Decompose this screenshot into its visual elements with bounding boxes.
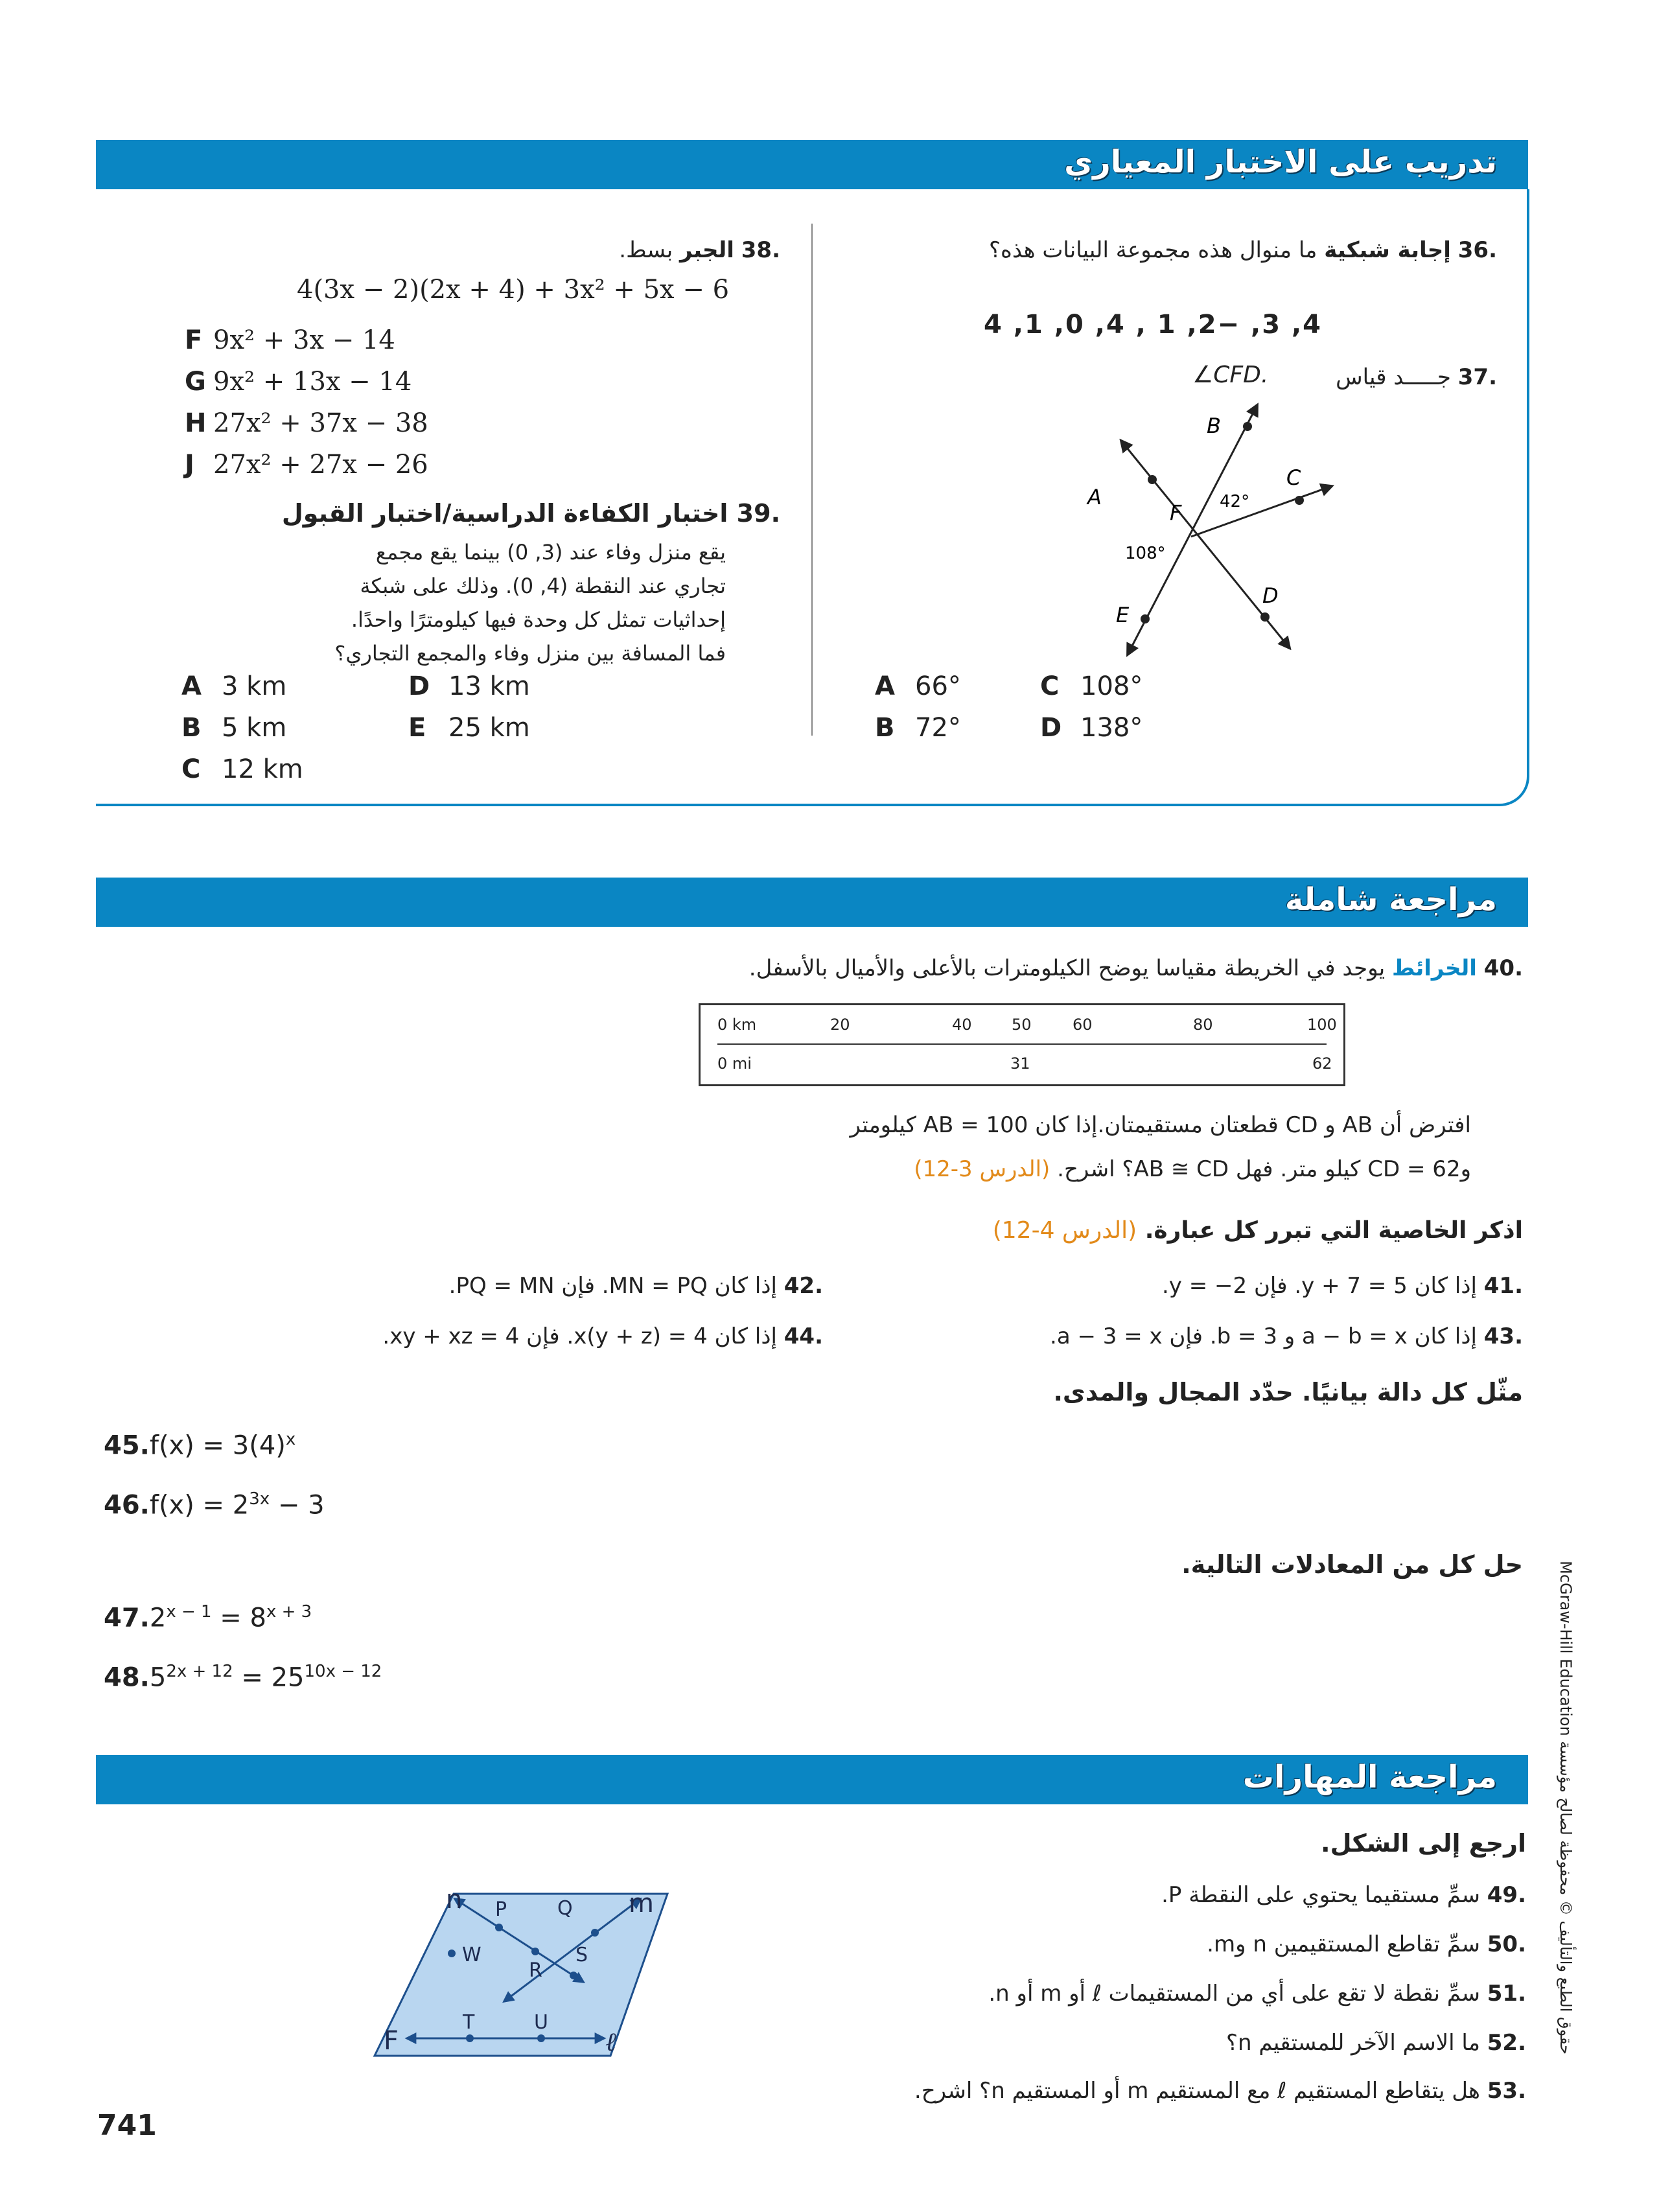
question-36: [927, 233, 1497, 267]
q39-body: [334, 535, 726, 670]
q48-exponent-1: 2x + 12: [166, 1662, 233, 1681]
q38-option-f[interactable]: F 9x² + 3x − 14: [185, 325, 395, 355]
label-S: S: [575, 1944, 588, 1966]
question-46: [104, 1489, 325, 1520]
point-c: [1295, 496, 1304, 505]
q39-label: اختبار الكفاءة الدراسية/اختبار القبول: [281, 499, 728, 528]
q39-line-4: فما المسافة بين منزل وفاء والمجمع التجاري؟: [334, 641, 726, 666]
point-d: [1260, 612, 1270, 622]
label-E: E: [1116, 603, 1130, 627]
label-U: U: [534, 2011, 548, 2034]
q47-mid: = 8: [211, 1603, 266, 1633]
mixed-review-title: مراجعة شاملة: [1284, 881, 1497, 918]
q37-number: .37: [1457, 364, 1497, 390]
scale-km-50: 50: [1012, 1016, 1032, 1034]
label-T: T: [463, 2011, 475, 2034]
page-number: 741: [97, 2109, 157, 2142]
question-50: [1207, 1927, 1526, 1961]
question-53: [914, 2074, 1526, 2108]
q52-number: .52: [1487, 2030, 1526, 2056]
q40-number: .40: [1483, 955, 1523, 981]
q40-line-1: افترض أن AB و CD قطعتان مستقيمتان.إذا كان AB = 100 كيلومتر: [850, 1112, 1471, 1138]
q39-option-b[interactable]: B 5 km: [181, 713, 287, 743]
skills-review-header: [96, 1755, 1528, 1804]
label-C: C: [1286, 465, 1301, 490]
scale-mi-62: 62: [1312, 1054, 1332, 1073]
q46-number: 46.: [104, 1490, 150, 1520]
map-scale: [699, 1003, 1345, 1086]
q39-option-c[interactable]: C 12 km: [181, 754, 303, 784]
q46-exponent: 3x: [249, 1489, 270, 1509]
q36-number: .36: [1457, 237, 1497, 263]
q38-label: الجبر: [679, 237, 734, 263]
scale-line: [717, 1043, 1327, 1045]
q36-text: ما منوال هذه مجموعة البيانات هذه؟: [988, 237, 1317, 263]
test-prep-title: تدريب على الاختبار المعياري: [1064, 144, 1497, 180]
q42-number: .42: [783, 1273, 823, 1299]
q36-data: 4 ,1 ,0 ,4 , 1 ,2− ,3 ,4: [984, 310, 1322, 340]
q44-number: .44: [783, 1323, 823, 1349]
q43-text: إذا كان a − b = x و b = 3. فإن a − 3 = x.: [1050, 1323, 1477, 1349]
question-52: [1226, 2026, 1526, 2060]
label-n: n: [446, 1885, 463, 1915]
q37-text: جـــــد قياس: [1336, 364, 1451, 390]
label-m: m: [629, 1889, 654, 1918]
q40-text: يوجد في الخريطة مقياسا يوضح الكيلومترات بالأعلى والأميال بالأسفل.: [748, 955, 1386, 981]
q48-base: 5: [149, 1662, 167, 1693]
scale-mi-0: 0 mi: [717, 1054, 752, 1073]
skills-review-title: مراجعة المهارات: [1242, 1759, 1497, 1795]
question-51: [988, 1977, 1526, 2010]
q45-exponent: x: [285, 1430, 296, 1449]
solve-heading: حل كل من المعادلات التالية.: [1181, 1550, 1523, 1579]
q38-option-j[interactable]: J 27x² + 27x − 26: [185, 450, 428, 480]
point-b: [1243, 422, 1252, 431]
q39-line-1: يقع منزل وفاء عند (3, 0) بينما يقع مجمع: [375, 540, 726, 565]
plane-figure: [369, 1880, 680, 2067]
q39-option-e[interactable]: E 25 km: [408, 713, 530, 743]
scale-km-40: 40: [952, 1016, 972, 1034]
point-s: [570, 1972, 577, 1979]
q39-number: .39: [736, 499, 780, 528]
q51-text: سمِّ نقطة لا تقع على أي من المستقيمات ℓ أو m أو n.: [988, 1981, 1480, 2007]
point-u: [537, 2034, 545, 2042]
label-W: W: [462, 1944, 481, 1966]
question-44: [382, 1320, 823, 1353]
q38-expression: 4(3x − 2)(2x + 4) + 3x² + 5x − 6: [297, 275, 730, 305]
label-B: B: [1207, 413, 1221, 438]
q40-lesson: (الدرس 3-12): [914, 1156, 1050, 1182]
plane: [375, 1894, 667, 2056]
q47-exponent-1: x − 1: [166, 1602, 212, 1622]
properties-heading: اذكر الخاصية التي تبرر كل عبارة.: [1144, 1217, 1523, 1244]
question-45: [104, 1430, 296, 1460]
scale-km-20: 20: [830, 1016, 850, 1034]
q41-number: .41: [1483, 1273, 1523, 1299]
point-q: [591, 1929, 599, 1937]
graph-heading: مثّل كل دالة بيانيًا. حدّد المجال والمدى.: [1053, 1378, 1523, 1406]
properties-heading-row: [993, 1217, 1523, 1244]
label-A: A: [1087, 485, 1102, 509]
q49-text: سمِّ مستقيما يحتوي على النقطة P.: [1161, 1882, 1480, 1908]
question-38: [619, 233, 780, 267]
test-prep-header: [96, 140, 1528, 189]
point-a: [1148, 475, 1157, 484]
q44-text: إذا كان x(y + z) = 4. فإن xy + xz = 4.: [382, 1323, 777, 1349]
q41-text: إذا كان y + 7 = 5. فإن y = −2.: [1161, 1273, 1477, 1299]
properties-lesson: (الدرس 4-12): [992, 1217, 1137, 1244]
question-48: [104, 1662, 382, 1692]
q46-expression: f(x) = 2: [149, 1490, 249, 1520]
q47-exponent-2: x + 3: [266, 1602, 312, 1622]
q53-text: هل يتقاطع المستقيم ℓ مع المستقيم m أو المستقيم n؟ اشرح.: [914, 2078, 1480, 2104]
label-F: F: [1170, 500, 1182, 525]
scale-mi-31: 31: [1010, 1054, 1030, 1073]
label-D: D: [1262, 583, 1279, 608]
q39-option-a[interactable]: A 3 km: [181, 671, 287, 701]
label-F: F: [384, 2026, 399, 2056]
q39-line-3: إحداثيات تمثل كل وحدة فيها كيلومترًا واحدًا.: [351, 607, 726, 632]
point-t: [466, 2034, 474, 2042]
q43-number: .43: [1483, 1323, 1523, 1349]
label-108: 108°: [1125, 544, 1166, 563]
q37-option-a[interactable]: A 66°: [875, 671, 961, 701]
label-Q: Q: [557, 1897, 573, 1920]
question-43: [1050, 1320, 1523, 1353]
q37-option-d[interactable]: D 138°: [1040, 713, 1143, 743]
question-39: [282, 499, 780, 528]
q52-text: ما الاسم الآخر للمستقيم n؟: [1226, 2030, 1480, 2056]
point-r: [531, 1948, 539, 1955]
q45-expression: f(x) = 3(4): [149, 1430, 286, 1461]
label-42: 42°: [1220, 492, 1250, 511]
q36-label: إجابة شبكية: [1324, 237, 1451, 263]
skills-heading: ارجع إلى الشكل.: [1321, 1829, 1526, 1857]
q48-exponent-2: 10x − 12: [304, 1662, 382, 1681]
q38-option-h[interactable]: H 27x² + 37x − 38: [185, 408, 428, 438]
q37-angle: ∠CFD.: [1192, 362, 1269, 388]
label-l: ℓ: [605, 2027, 616, 2057]
scale-km-100: 100: [1307, 1016, 1337, 1034]
q50-number: .50: [1487, 1931, 1526, 1957]
question-49: [1161, 1878, 1526, 1912]
question-42: [449, 1269, 823, 1303]
q47-base: 2: [149, 1603, 167, 1633]
q47-number: 47.: [104, 1603, 150, 1633]
q40-line-2: وCD = 62 كيلو متر. فهل AB ≅ CD؟ اشرح.: [1057, 1156, 1471, 1182]
mixed-review-header: [96, 878, 1528, 927]
scale-km-0: 0 km: [717, 1016, 757, 1034]
column-divider: [811, 224, 813, 736]
point-w: [448, 1950, 456, 1957]
q50-text: سمِّ تقاطع المستقيمين n وm.: [1207, 1931, 1480, 1957]
question-41: [1162, 1269, 1523, 1303]
q48-mid: = 25: [233, 1662, 305, 1693]
question-47: [104, 1602, 312, 1633]
q53-number: .53: [1487, 2078, 1526, 2104]
copyright: حقوق الطبع والتأليف © محفوظة لصالح مؤسسة McGraw-Hill Education: [1557, 1561, 1575, 2055]
label-R: R: [529, 1959, 542, 1982]
q39-line-2: تجاري عند النقطة (4, 0). وذلك على شبكة: [360, 574, 726, 598]
q42-text: إذا كان MN = PQ. فإن PQ = MN.: [448, 1273, 777, 1299]
question-40: [749, 951, 1523, 985]
point-p: [495, 1924, 503, 1931]
q48-number: 48.: [104, 1662, 150, 1693]
q40-label: الخرائط: [1392, 955, 1477, 981]
q38-option-g[interactable]: G 9x² + 13x − 14: [185, 367, 412, 397]
q38-text: بسط.: [619, 237, 673, 263]
q37-option-b[interactable]: B 72°: [875, 713, 961, 743]
q38-number: .38: [741, 237, 780, 263]
angle-figure: [1069, 389, 1361, 674]
q46-tail: − 3: [270, 1490, 325, 1520]
scale-km-80: 80: [1193, 1016, 1213, 1034]
q40-line-2-row: [914, 1152, 1471, 1186]
q49-number: .49: [1487, 1882, 1526, 1908]
scale-km-60: 60: [1073, 1016, 1093, 1034]
label-P: P: [495, 1898, 507, 1921]
point-e: [1141, 614, 1150, 623]
q45-number: 45.: [104, 1430, 150, 1461]
q39-option-d[interactable]: D 13 km: [408, 671, 530, 701]
q37-option-c[interactable]: C 108°: [1040, 671, 1143, 701]
q51-number: .51: [1487, 1981, 1526, 2007]
